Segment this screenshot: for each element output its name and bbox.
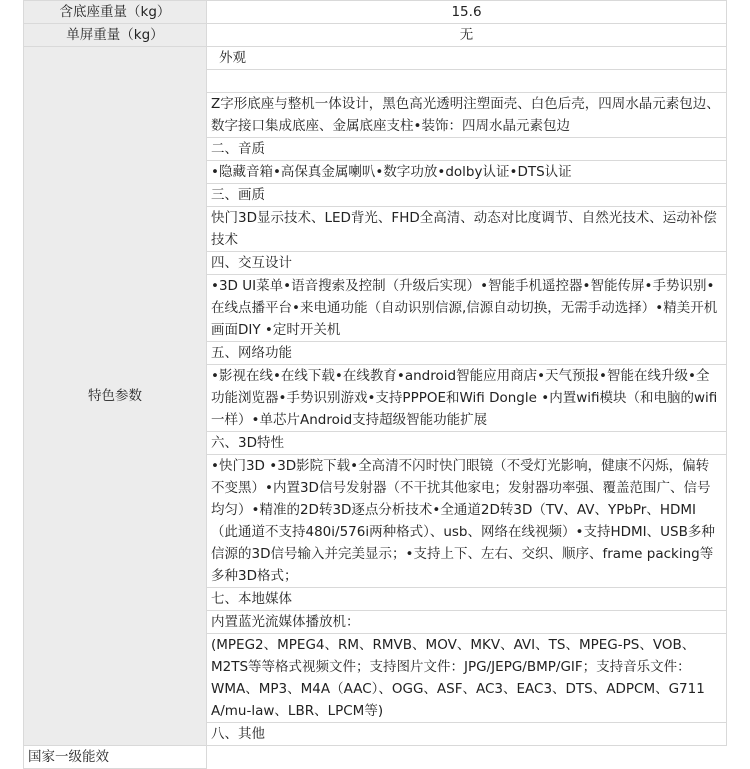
- base-weight-value: 15.6: [207, 1, 727, 24]
- feature-row: [24, 47, 727, 70]
- feature-line-2: Z字形底座与整机一体设计，黑色高光透明注塑面壳、白色后壳，四周水晶元素包边、数字接口集成底座、金属底座支柱•装饰：四周水晶元素包边: [207, 93, 727, 138]
- feature-line-5: 三、画质: [207, 184, 727, 207]
- feature-line-3: 二、音质: [207, 138, 727, 161]
- feature-line-6: 快门3D显示技术、LED背光、FHD全高清、动态对比度调节、自然光技术、运动补偿技术: [207, 207, 727, 252]
- feature-line-4: •隐藏音箱•高保真金属喇叭•数字功放•dolby认证•DTS认证: [207, 161, 727, 184]
- feature-line-16: 八、其他: [207, 723, 727, 746]
- feature-line-8: •3D UI菜单•语音搜索及控制（升级后实现）•智能手机遥控器•智能传屏•手势识别•在线点播平台•来电通功能（自动识别信源,信源自动切换，无需手动选择）•精美开机画面DIY •定时开关机: [207, 275, 727, 342]
- feature-line-9: 五、网络功能: [207, 342, 727, 365]
- feature-line-12: •快门3D •3D影院下载•全高清不闪时快门眼镜（不受灯光影响，健康不闪烁，偏转不变黑）•内置3D信号发射器（不干扰其他家电；发射器功率强、覆盖范围广、信号均匀）•精准的2D转3D逐点分析技术•全通道2D转3D（TV、AV、YPbPr、HDMI（此通道不支持480i/576i两种格式）、usb、网络在线视频）•支持HDMI、USB多种信源的3D信号输入并完美显示；•支持上下、左右、交织、顺序、frame packing等多种3D格式；: [207, 455, 727, 588]
- feature-line-13: 七、本地媒体: [207, 588, 727, 611]
- feature-line-15: (MPEG2、MPEG4、RM、RMVB、MOV、MKV、AVI、TS、MPEG-PS、VOB、M2TS等等格式视频文件；支持图片文件：JPG/JEPG/BMP/GIF；支持音乐文件：WMA、MP3、M4A（AAC）、OGG、ASF、AC3、EAC3、DTS、ADPCM、G711 A/mu-law、LBR、LPCM等): [207, 634, 727, 723]
- feature-line-14: 内置蓝光流媒体播放机：: [207, 611, 727, 634]
- row-screen-weight: [24, 24, 727, 47]
- feature-line-0: 外观: [207, 47, 727, 70]
- screen-weight-label: 单屏重量（kg）: [24, 24, 207, 47]
- base-weight-label: 含底座重量（kg）: [24, 1, 207, 24]
- screen-weight-value: 无: [207, 24, 727, 47]
- feature-line-17: 国家一级能效: [24, 746, 207, 769]
- feature-line-10: •影视在线•在线下载•在线教育•android智能应用商店•天气预报•智能在线升级•全功能浏览器•手势识别游戏•支持PPPOE和Wifi Dongle •内置wifi模块（和电脑的wifi一样）•单芯片Android支持超级智能功能扩展: [207, 365, 727, 432]
- spec-table: [23, 0, 727, 769]
- feature-row: [24, 746, 727, 769]
- features-label: 特色参数: [24, 47, 207, 746]
- feature-line-11: 六、3D特性: [207, 432, 727, 455]
- feature-line-1: [207, 70, 727, 93]
- feature-line-7: 四、交互设计: [207, 252, 727, 275]
- row-base-weight: [24, 1, 727, 24]
